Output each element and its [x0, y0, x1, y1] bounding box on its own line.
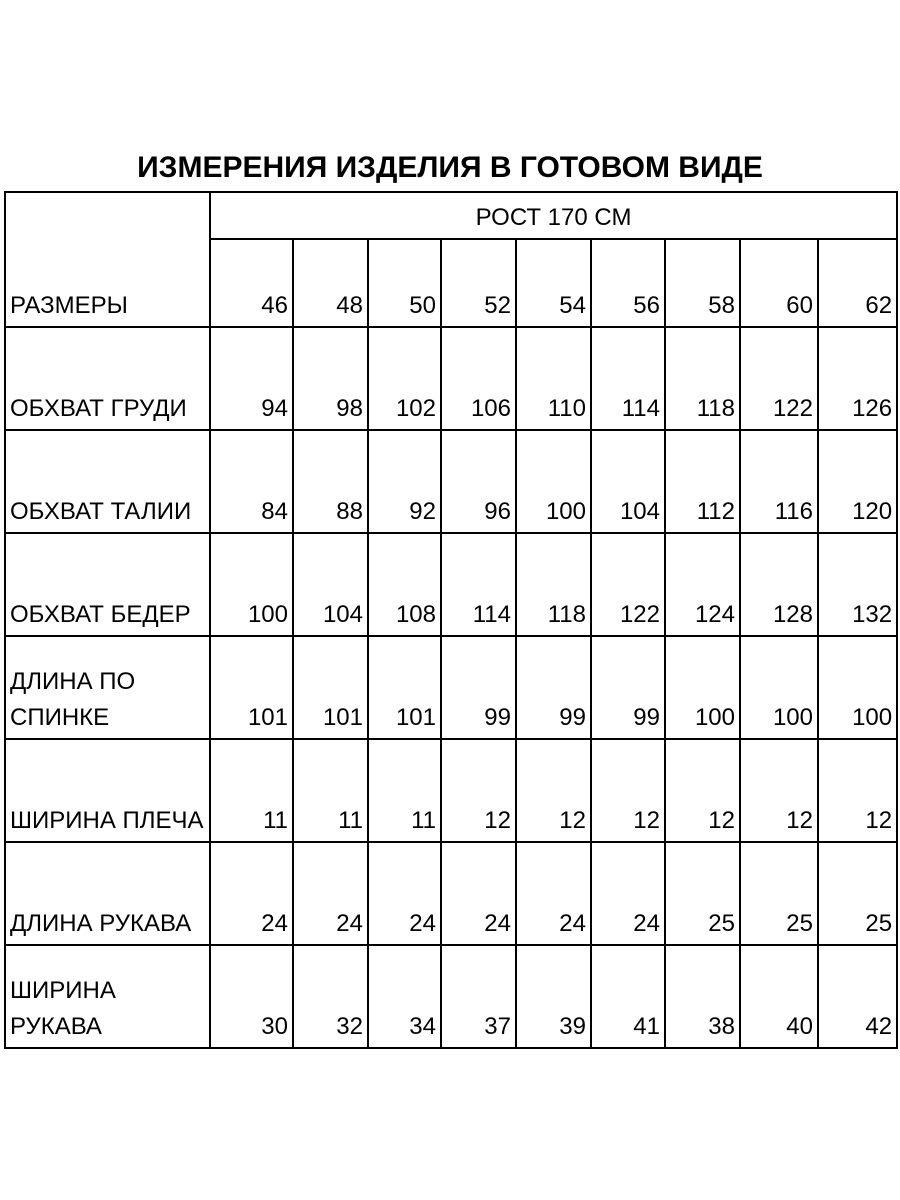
measurement-value: 30	[210, 945, 293, 1048]
measurement-value: 24	[210, 842, 293, 945]
measurement-label	[5, 739, 210, 842]
measurement-value: 120	[818, 430, 897, 533]
size-cell: 54	[516, 239, 591, 327]
measurement-value: 11	[368, 739, 441, 842]
measurement-label	[5, 430, 210, 533]
measurement-value: 32	[293, 945, 368, 1048]
measurement-value: 110	[516, 327, 591, 430]
measurement-row	[5, 533, 897, 636]
growth-label: РОСТ 170 СМ	[210, 192, 897, 239]
measurement-value: 88	[293, 430, 368, 533]
measurement-label	[5, 842, 210, 945]
measurement-value: 122	[591, 533, 665, 636]
measurement-value: 42	[818, 945, 897, 1048]
measurement-value: 99	[591, 636, 665, 739]
header-row	[5, 192, 897, 239]
measurement-label-text: ШИРИНА ПЛЕЧА	[10, 807, 204, 834]
measurement-row	[5, 636, 897, 739]
size-cell: 50	[368, 239, 441, 327]
measurement-value: 39	[516, 945, 591, 1048]
measurement-row	[5, 945, 897, 1048]
measurement-value: 12	[740, 739, 818, 842]
measurement-value: 106	[441, 327, 516, 430]
sizes-label: РАЗМЕРЫ	[10, 292, 128, 319]
measurement-value: 41	[591, 945, 665, 1048]
measurement-label-text: ОБХВАТ ГРУДИ	[10, 395, 187, 422]
measurement-value: 24	[293, 842, 368, 945]
measurement-value: 100	[665, 636, 740, 739]
measurement-value: 99	[516, 636, 591, 739]
measurement-value: 114	[441, 533, 516, 636]
measurement-value: 37	[441, 945, 516, 1048]
measurement-value: 102	[368, 327, 441, 430]
measurement-value: 24	[368, 842, 441, 945]
measurement-value: 94	[210, 327, 293, 430]
measurement-label-text: ОБХВАТ ТАЛИИ	[10, 498, 192, 525]
measurement-row	[5, 430, 897, 533]
size-cell: 52	[441, 239, 516, 327]
measurement-value: 12	[818, 739, 897, 842]
measurement-value: 11	[210, 739, 293, 842]
measurement-value: 114	[591, 327, 665, 430]
size-cell: 56	[591, 239, 665, 327]
measurement-value: 124	[665, 533, 740, 636]
measurement-value: 118	[665, 327, 740, 430]
page-title: ИЗМЕРЕНИЯ ИЗДЕЛИЯ В ГОТОВОМ ВИДЕ	[137, 151, 763, 184]
measurement-value: 40	[740, 945, 818, 1048]
measurement-value: 11	[293, 739, 368, 842]
measurement-value: 122	[740, 327, 818, 430]
size-chart-table	[4, 191, 898, 1049]
measurement-value: 132	[818, 533, 897, 636]
measurement-value: 100	[740, 636, 818, 739]
measurement-value: 128	[740, 533, 818, 636]
measurement-value: 100	[818, 636, 897, 739]
measurement-value: 12	[516, 739, 591, 842]
measurement-value: 25	[818, 842, 897, 945]
measurement-label-text: ШИРИНА РУКАВА	[10, 977, 116, 1040]
measurement-label	[5, 636, 210, 739]
sizes-label-cell	[5, 192, 210, 327]
measurement-value: 92	[368, 430, 441, 533]
measurement-label-text: ДЛИНА РУКАВА	[10, 910, 192, 937]
measurement-row	[5, 739, 897, 842]
size-cell: 58	[665, 239, 740, 327]
measurement-value: 104	[293, 533, 368, 636]
measurement-value: 38	[665, 945, 740, 1048]
measurement-value: 118	[516, 533, 591, 636]
measurement-label	[5, 945, 210, 1048]
measurement-label-text: ДЛИНА ПО СПИНКЕ	[10, 668, 136, 731]
size-cell: 46	[210, 239, 293, 327]
measurement-value: 96	[441, 430, 516, 533]
measurement-label-text: ОБХВАТ БЕДЕР	[10, 601, 191, 628]
measurement-value: 101	[210, 636, 293, 739]
size-cell: 60	[740, 239, 818, 327]
measurement-value: 126	[818, 327, 897, 430]
measurement-value: 116	[740, 430, 818, 533]
measurement-value: 104	[591, 430, 665, 533]
measurement-value: 108	[368, 533, 441, 636]
measurement-value: 101	[368, 636, 441, 739]
size-cell: 48	[293, 239, 368, 327]
measurement-value: 24	[591, 842, 665, 945]
measurement-value: 100	[516, 430, 591, 533]
measurement-value: 25	[740, 842, 818, 945]
measurement-value: 99	[441, 636, 516, 739]
measurement-value: 25	[665, 842, 740, 945]
measurement-value: 34	[368, 945, 441, 1048]
measurement-row	[5, 842, 897, 945]
measurement-value: 84	[210, 430, 293, 533]
measurement-row	[5, 327, 897, 430]
measurement-value: 12	[441, 739, 516, 842]
measurement-value: 12	[591, 739, 665, 842]
measurement-value: 24	[441, 842, 516, 945]
measurement-value: 24	[516, 842, 591, 945]
measurement-value: 12	[665, 739, 740, 842]
measurement-label	[5, 533, 210, 636]
size-cell: 62	[818, 239, 897, 327]
measurement-label	[5, 327, 210, 430]
measurement-value: 112	[665, 430, 740, 533]
measurement-value: 98	[293, 327, 368, 430]
measurement-value: 100	[210, 533, 293, 636]
measurement-value: 101	[293, 636, 368, 739]
